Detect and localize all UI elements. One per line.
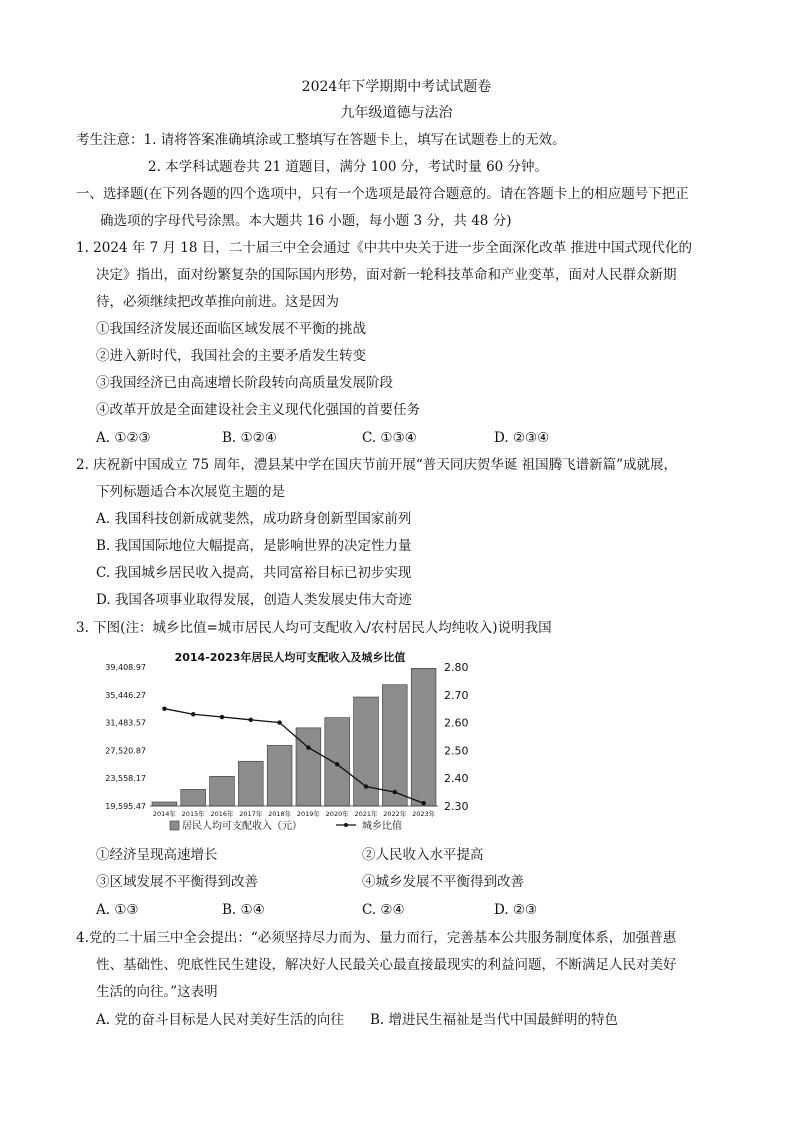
q4-stem-line-3: 生活的向往。”这表明 bbox=[96, 984, 218, 1000]
x-tick-label: 2020年 bbox=[325, 810, 349, 818]
q1-item-1: ①我国经济发展还面临区域发展不平衡的挑战 bbox=[96, 321, 366, 337]
ratio-point bbox=[162, 707, 166, 711]
q1-item-4: ④改革开放是全面建设社会主义现代化强国的首要任务 bbox=[96, 402, 420, 418]
x-tick-label: 2022年 bbox=[383, 810, 407, 818]
left-tick-label: 39,408.97 bbox=[105, 663, 146, 672]
right-tick-label: 2.60 bbox=[444, 716, 469, 730]
q3-options bbox=[96, 901, 716, 919]
x-tick-label: 2015年 bbox=[181, 810, 205, 818]
q3-item-4: ④城乡发展不平衡得到改善 bbox=[362, 874, 524, 890]
q2-option-a[interactable]: A. 我国科技创新成就斐然，成功跻身创新型国家前列 bbox=[96, 511, 412, 527]
ratio-point bbox=[393, 790, 397, 794]
income-bar bbox=[238, 761, 263, 806]
q3-option-c[interactable]: C. ②④ bbox=[362, 902, 405, 918]
q1-option-d[interactable]: D. ②③④ bbox=[494, 430, 550, 446]
ratio-point bbox=[249, 718, 253, 722]
q3-item-3: ③区域发展不平衡得到改善 bbox=[96, 874, 258, 890]
q3-option-a[interactable]: A. ①③ bbox=[96, 902, 139, 918]
q1-stem-line-2: 决定》指出，面对纷繁复杂的国际国内形势，面对新一轮科技革命和产业变革，面对人民群众新期 bbox=[96, 267, 677, 283]
q4-stem-line-2: 性、基础性、兜底性民生建设，解决好人民最关心最直接最现实的利益问题，不断满足人民对美好 bbox=[96, 957, 677, 973]
q4-stem-line-1: 4.党的二十届三中全会提出：“必须坚持尽力而为、量力而行，完善基本公共服务制度体系，加强普惠 bbox=[76, 930, 677, 946]
right-axis bbox=[444, 661, 469, 813]
right-tick-label: 2.30 bbox=[444, 800, 469, 813]
x-tick-label: 2018年 bbox=[268, 810, 292, 818]
x-tick-label: 2016年 bbox=[210, 810, 234, 818]
q3-stem: 3. 下图(注：城乡比值=城市居民人均可支配收入/农村居民人均纯收入)说明我国 bbox=[76, 620, 552, 636]
q2-option-c[interactable]: C. 我国城乡居民收入提高，共同富裕目标已初步实现 bbox=[96, 565, 412, 581]
q1-option-c[interactable]: C. ①③④ bbox=[362, 430, 417, 446]
income-bar bbox=[382, 685, 407, 806]
ratio-point bbox=[306, 745, 310, 749]
legend-bar-label: 居民人均可支配收入（元） bbox=[182, 821, 302, 832]
exam-subtitle: 九年级道德与法治 bbox=[340, 105, 453, 121]
x-tick-label: 2019年 bbox=[296, 810, 320, 818]
income-bar bbox=[210, 776, 235, 806]
bar-series bbox=[150, 668, 438, 806]
income-bar bbox=[181, 789, 206, 806]
chart-title: 2014-2023年居民人均可支配收入及城乡比值 bbox=[174, 651, 406, 664]
income-bar bbox=[354, 697, 379, 806]
q1-item-2: ②进入新时代，我国社会的主要矛盾发生转变 bbox=[96, 348, 366, 364]
right-tick-label: 2.50 bbox=[444, 744, 469, 758]
q4-option-a[interactable]: A. 党的奋斗目标是人民对美好生活的向往 bbox=[96, 1012, 344, 1028]
q3-option-b[interactable]: B. ①④ bbox=[222, 902, 265, 918]
income-bar bbox=[411, 668, 436, 806]
income-ratio-chart bbox=[100, 649, 500, 839]
q1-option-b[interactable]: B. ①②④ bbox=[222, 430, 277, 446]
q4-option-b[interactable]: B. 增进民生福祉是当代中国最鲜明的特色 bbox=[370, 1012, 619, 1028]
income-bar bbox=[152, 802, 177, 806]
left-tick-label: 27,520.87 bbox=[105, 746, 146, 756]
q2-stem-line-1: 2. 庆祝新中国成立 75 周年，澧县某中学在国庆节前开展“普天同庆贺华诞 祖国腾飞谱新篇”成就展， bbox=[76, 457, 678, 473]
section1-heading: 一、选择题(在下列各题的四个选项中，只有一个选项是最符合题意的。请在答题卡上的相应题号下把正 bbox=[76, 186, 689, 202]
q3-item-1: ①经济呈现高速增长 bbox=[96, 847, 218, 863]
ratio-point bbox=[277, 720, 281, 724]
q2-option-d[interactable]: D. 我国各项事业取得发展，创造人类发展史伟大奇迹 bbox=[96, 592, 412, 608]
ratio-point bbox=[220, 715, 224, 719]
x-tick-label: 2021年 bbox=[354, 810, 378, 818]
q2-stem-line-2: 下列标题适合本次展览主题的是 bbox=[96, 484, 285, 500]
left-tick-label: 23,558.17 bbox=[105, 774, 146, 784]
ratio-point bbox=[421, 801, 425, 805]
q1-item-3: ③我国经济已由高速增长阶段转向高质量发展阶段 bbox=[96, 375, 393, 391]
left-tick-label: 31,483.57 bbox=[105, 718, 146, 728]
ratio-point bbox=[364, 784, 368, 788]
x-tick-label: 2014年 bbox=[152, 810, 176, 818]
legend-line-label: 城乡比值 bbox=[362, 821, 402, 832]
q1-stem-line-1: 1. 2024 年 7 月 18 日，二十届三中全会通过《中共中央关于进一步全面深化改革 推进中国式现代化的 bbox=[76, 240, 693, 256]
q3-item-2: ②人民收入水平提高 bbox=[362, 847, 484, 863]
left-tick-label: 19,595.47 bbox=[105, 802, 146, 811]
notice-line-1: 考生注意：1. 请将答案准确填涂或工整填写在答题卡上，填写在试题卷上的无效。 bbox=[76, 132, 566, 148]
right-tick-label: 2.70 bbox=[444, 688, 469, 702]
legend-bar-swatch bbox=[170, 821, 179, 830]
section1-heading-cont: 确选项的字母代号涂黑。本大题共 16 小题，每小题 3 分，共 48 分) bbox=[100, 213, 512, 229]
income-bar bbox=[267, 745, 292, 806]
q1-stem-line-3: 待，必须继续把改革推向前进。这是因为 bbox=[96, 294, 339, 310]
ratio-point bbox=[191, 712, 195, 716]
q1-option-a[interactable]: A. ①②③ bbox=[96, 430, 151, 446]
ratio-point bbox=[335, 762, 339, 766]
q2-option-b[interactable]: B. 我国国际地位大幅提高，是影响世界的决定性力量 bbox=[96, 538, 412, 554]
chart-legend bbox=[170, 819, 402, 832]
x-tick-label: 2017年 bbox=[239, 810, 263, 818]
right-tick-label: 2.40 bbox=[444, 772, 469, 786]
q1-options bbox=[96, 429, 716, 447]
notice-line-2: 2. 本学科试题卷共 21 道题目，满分 100 分，考试时量 60 分钟。 bbox=[148, 159, 549, 175]
right-tick-label: 2.80 bbox=[444, 661, 469, 674]
income-bar bbox=[325, 718, 350, 806]
x-tick-label: 2023年 bbox=[412, 810, 436, 818]
x-axis bbox=[153, 809, 436, 818]
q3-option-d[interactable]: D. ②③ bbox=[494, 902, 538, 918]
legend-line-marker bbox=[344, 823, 348, 827]
exam-title: 2024年下学期期中考试试题卷 bbox=[301, 79, 492, 95]
left-tick-label: 35,446.27 bbox=[105, 690, 146, 700]
left-axis bbox=[105, 663, 146, 811]
